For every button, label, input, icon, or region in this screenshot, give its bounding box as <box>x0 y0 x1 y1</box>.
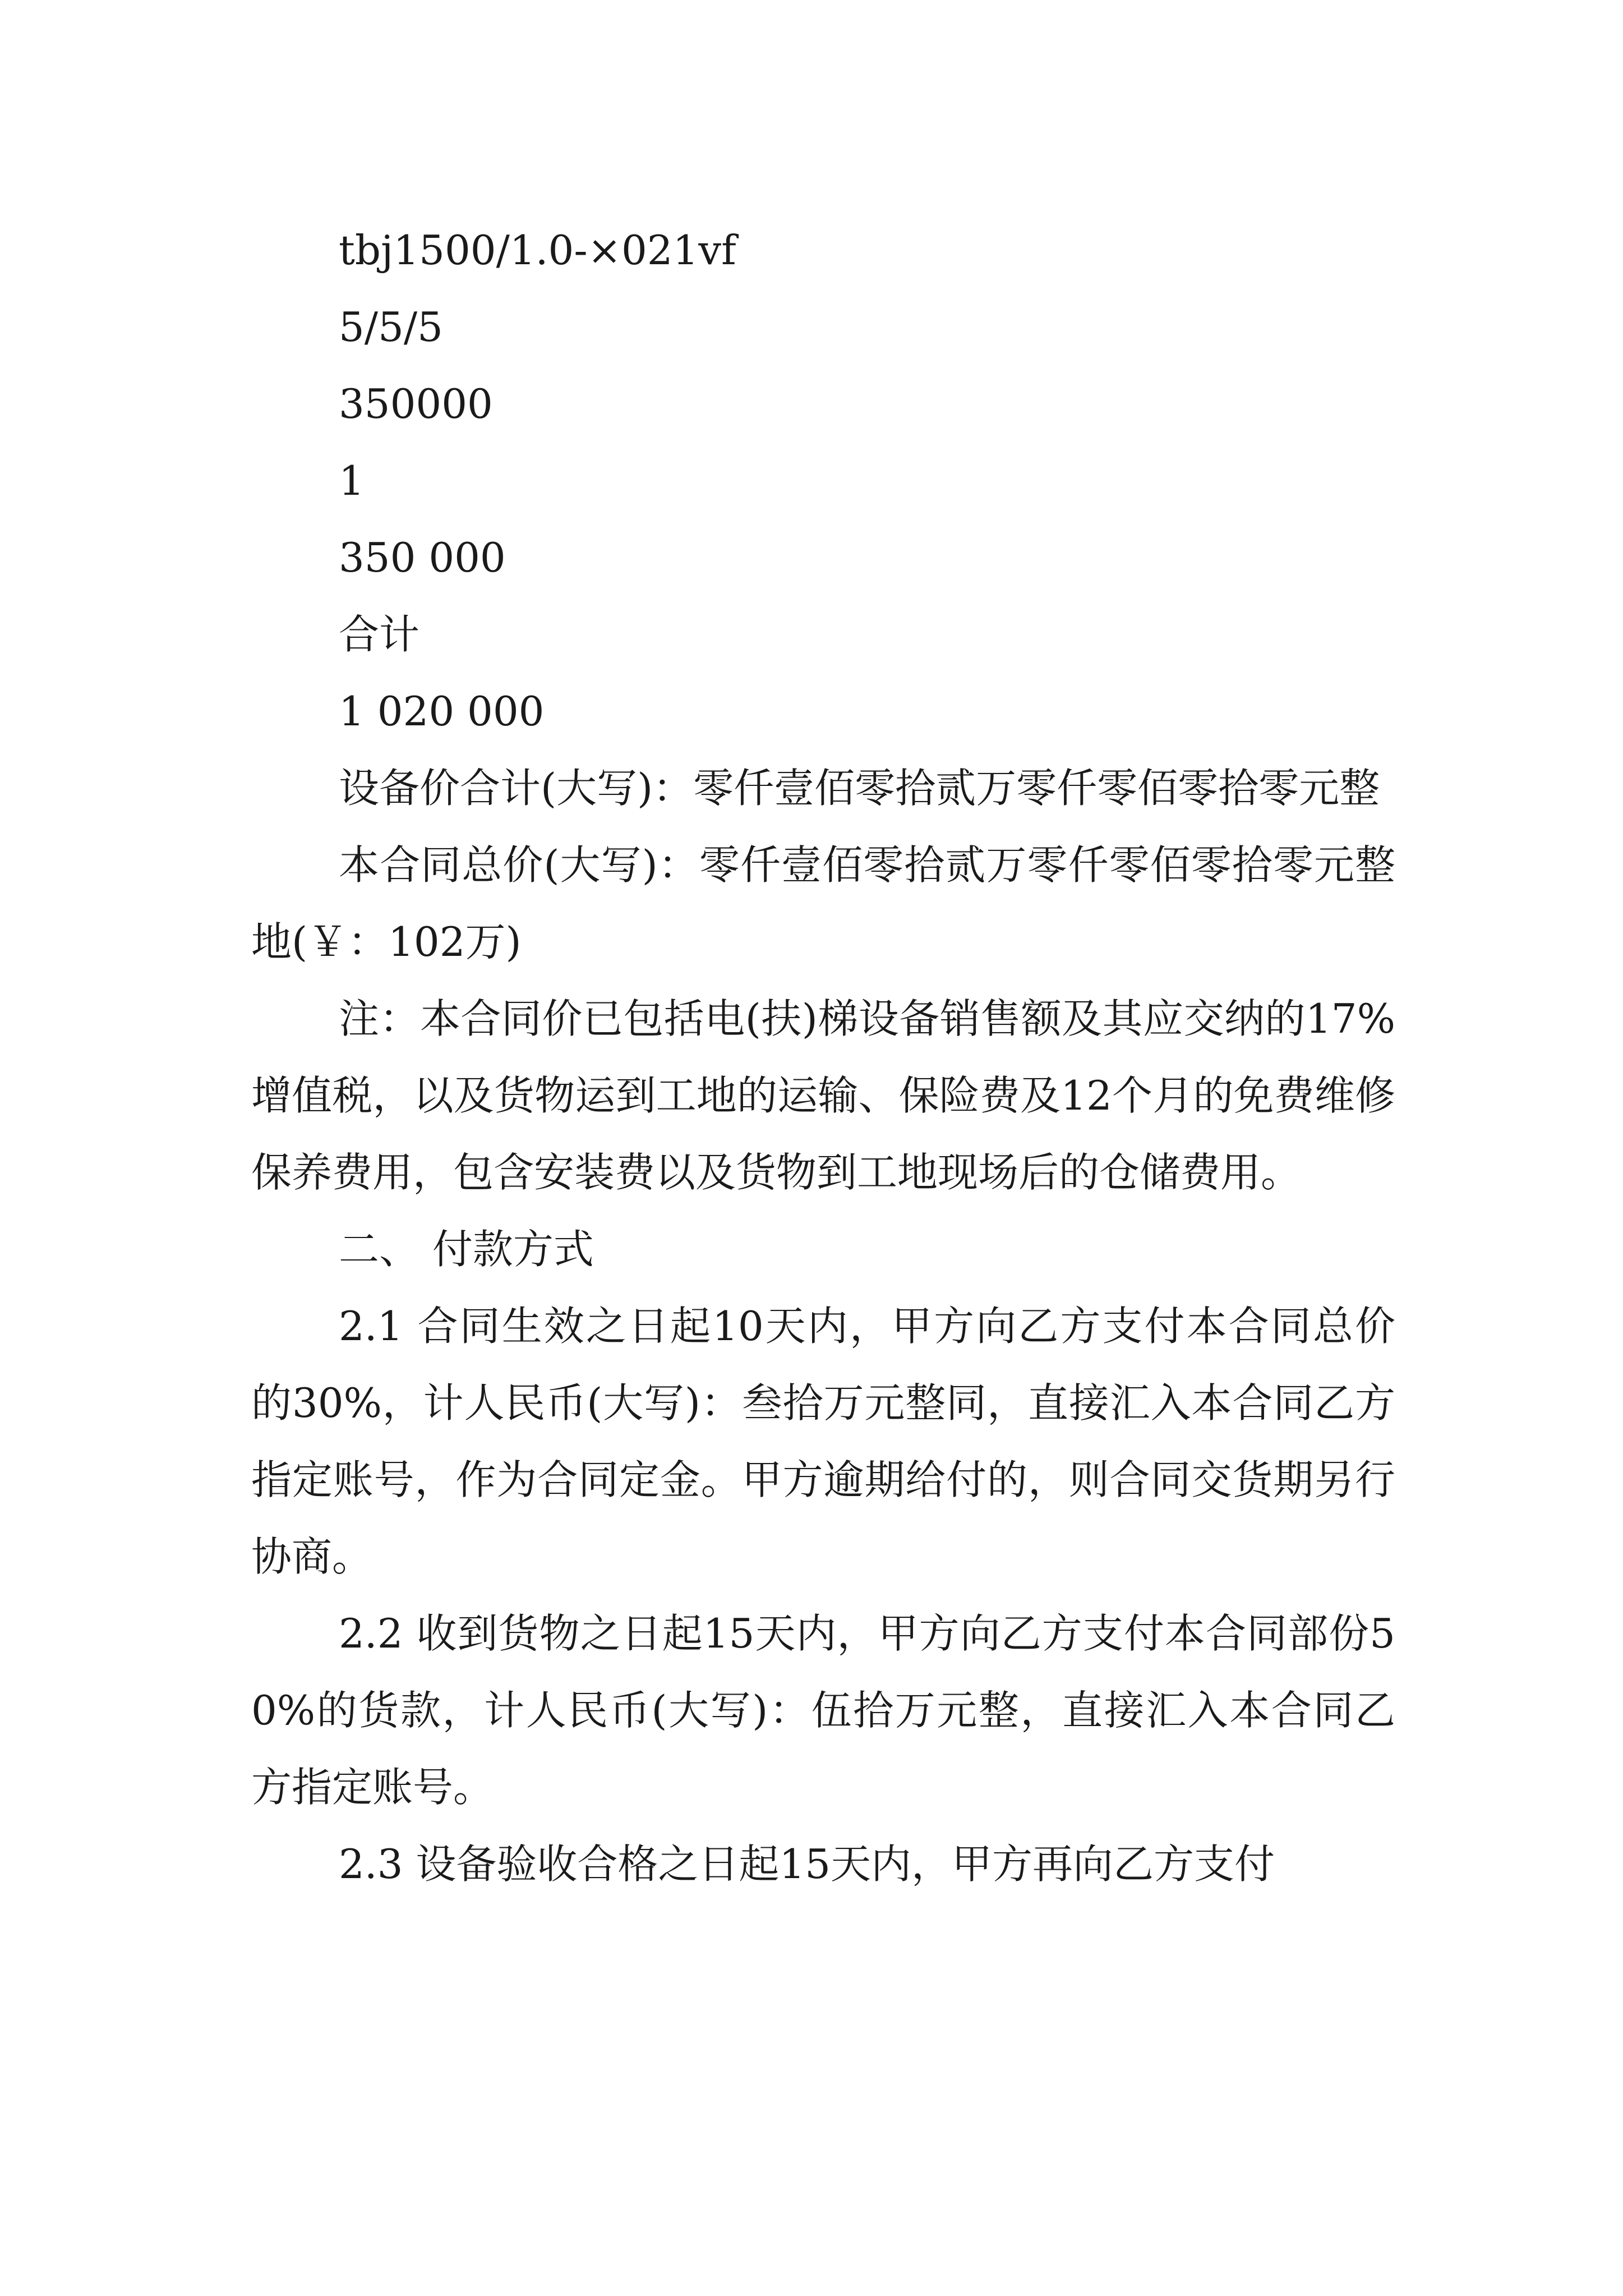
quantity-line: 1 <box>339 457 365 504</box>
note-paragraph: 注：本合同价已包括电(扶)梯设备销售额及其应交纳的17%增值税，以及货物运到工地的运输、保险费及12个月的免费维修保养费用，包含安装费以及货物到工地现场后的仓储费用。 <box>251 995 1395 1196</box>
document-body <box>251 212 1395 1903</box>
stops-line: 5/5/5 <box>339 303 443 351</box>
clause-2-3-paragraph: 2.3 设备验收合格之日起15天内，甲方再向乙方支付 <box>339 1841 1275 1888</box>
total-label-line: 合计 <box>339 611 420 658</box>
subtotal-line: 350 000 <box>339 534 506 581</box>
model-number-line: tbj1500/1.0-×021vf <box>339 227 736 274</box>
equipment-total-paragraph: 设备价合计(大写)：零仟壹佰零拾贰万零仟零佰零拾零元整 <box>339 765 1380 812</box>
section-heading: 二、 付款方式 <box>339 1226 594 1273</box>
contract-total-paragraph: 本合同总价(大写)：零仟壹佰零拾贰万零仟零佰零拾零元整地(￥：102万) <box>251 841 1395 965</box>
clause-2-2-paragraph: 2.2 收到货物之日起15天内，甲方向乙方支付本合同部份50%的货款，计人民币(大写)：伍拾万元整，直接汇入本合同乙方指定账号。 <box>251 1610 1395 1811</box>
unit-price-line: 350000 <box>339 380 493 427</box>
total-amount-line: 1 020 000 <box>339 688 545 735</box>
clause-2-1-paragraph: 2.1 合同生效之日起10天内，甲方向乙方支付本合同总价的30%，计人民币(大写)：叁拾万元整同，直接汇入本合同乙方指定账号，作为合同定金。甲方逾期给付的，则合同交货期另行协商。 <box>251 1303 1395 1580</box>
